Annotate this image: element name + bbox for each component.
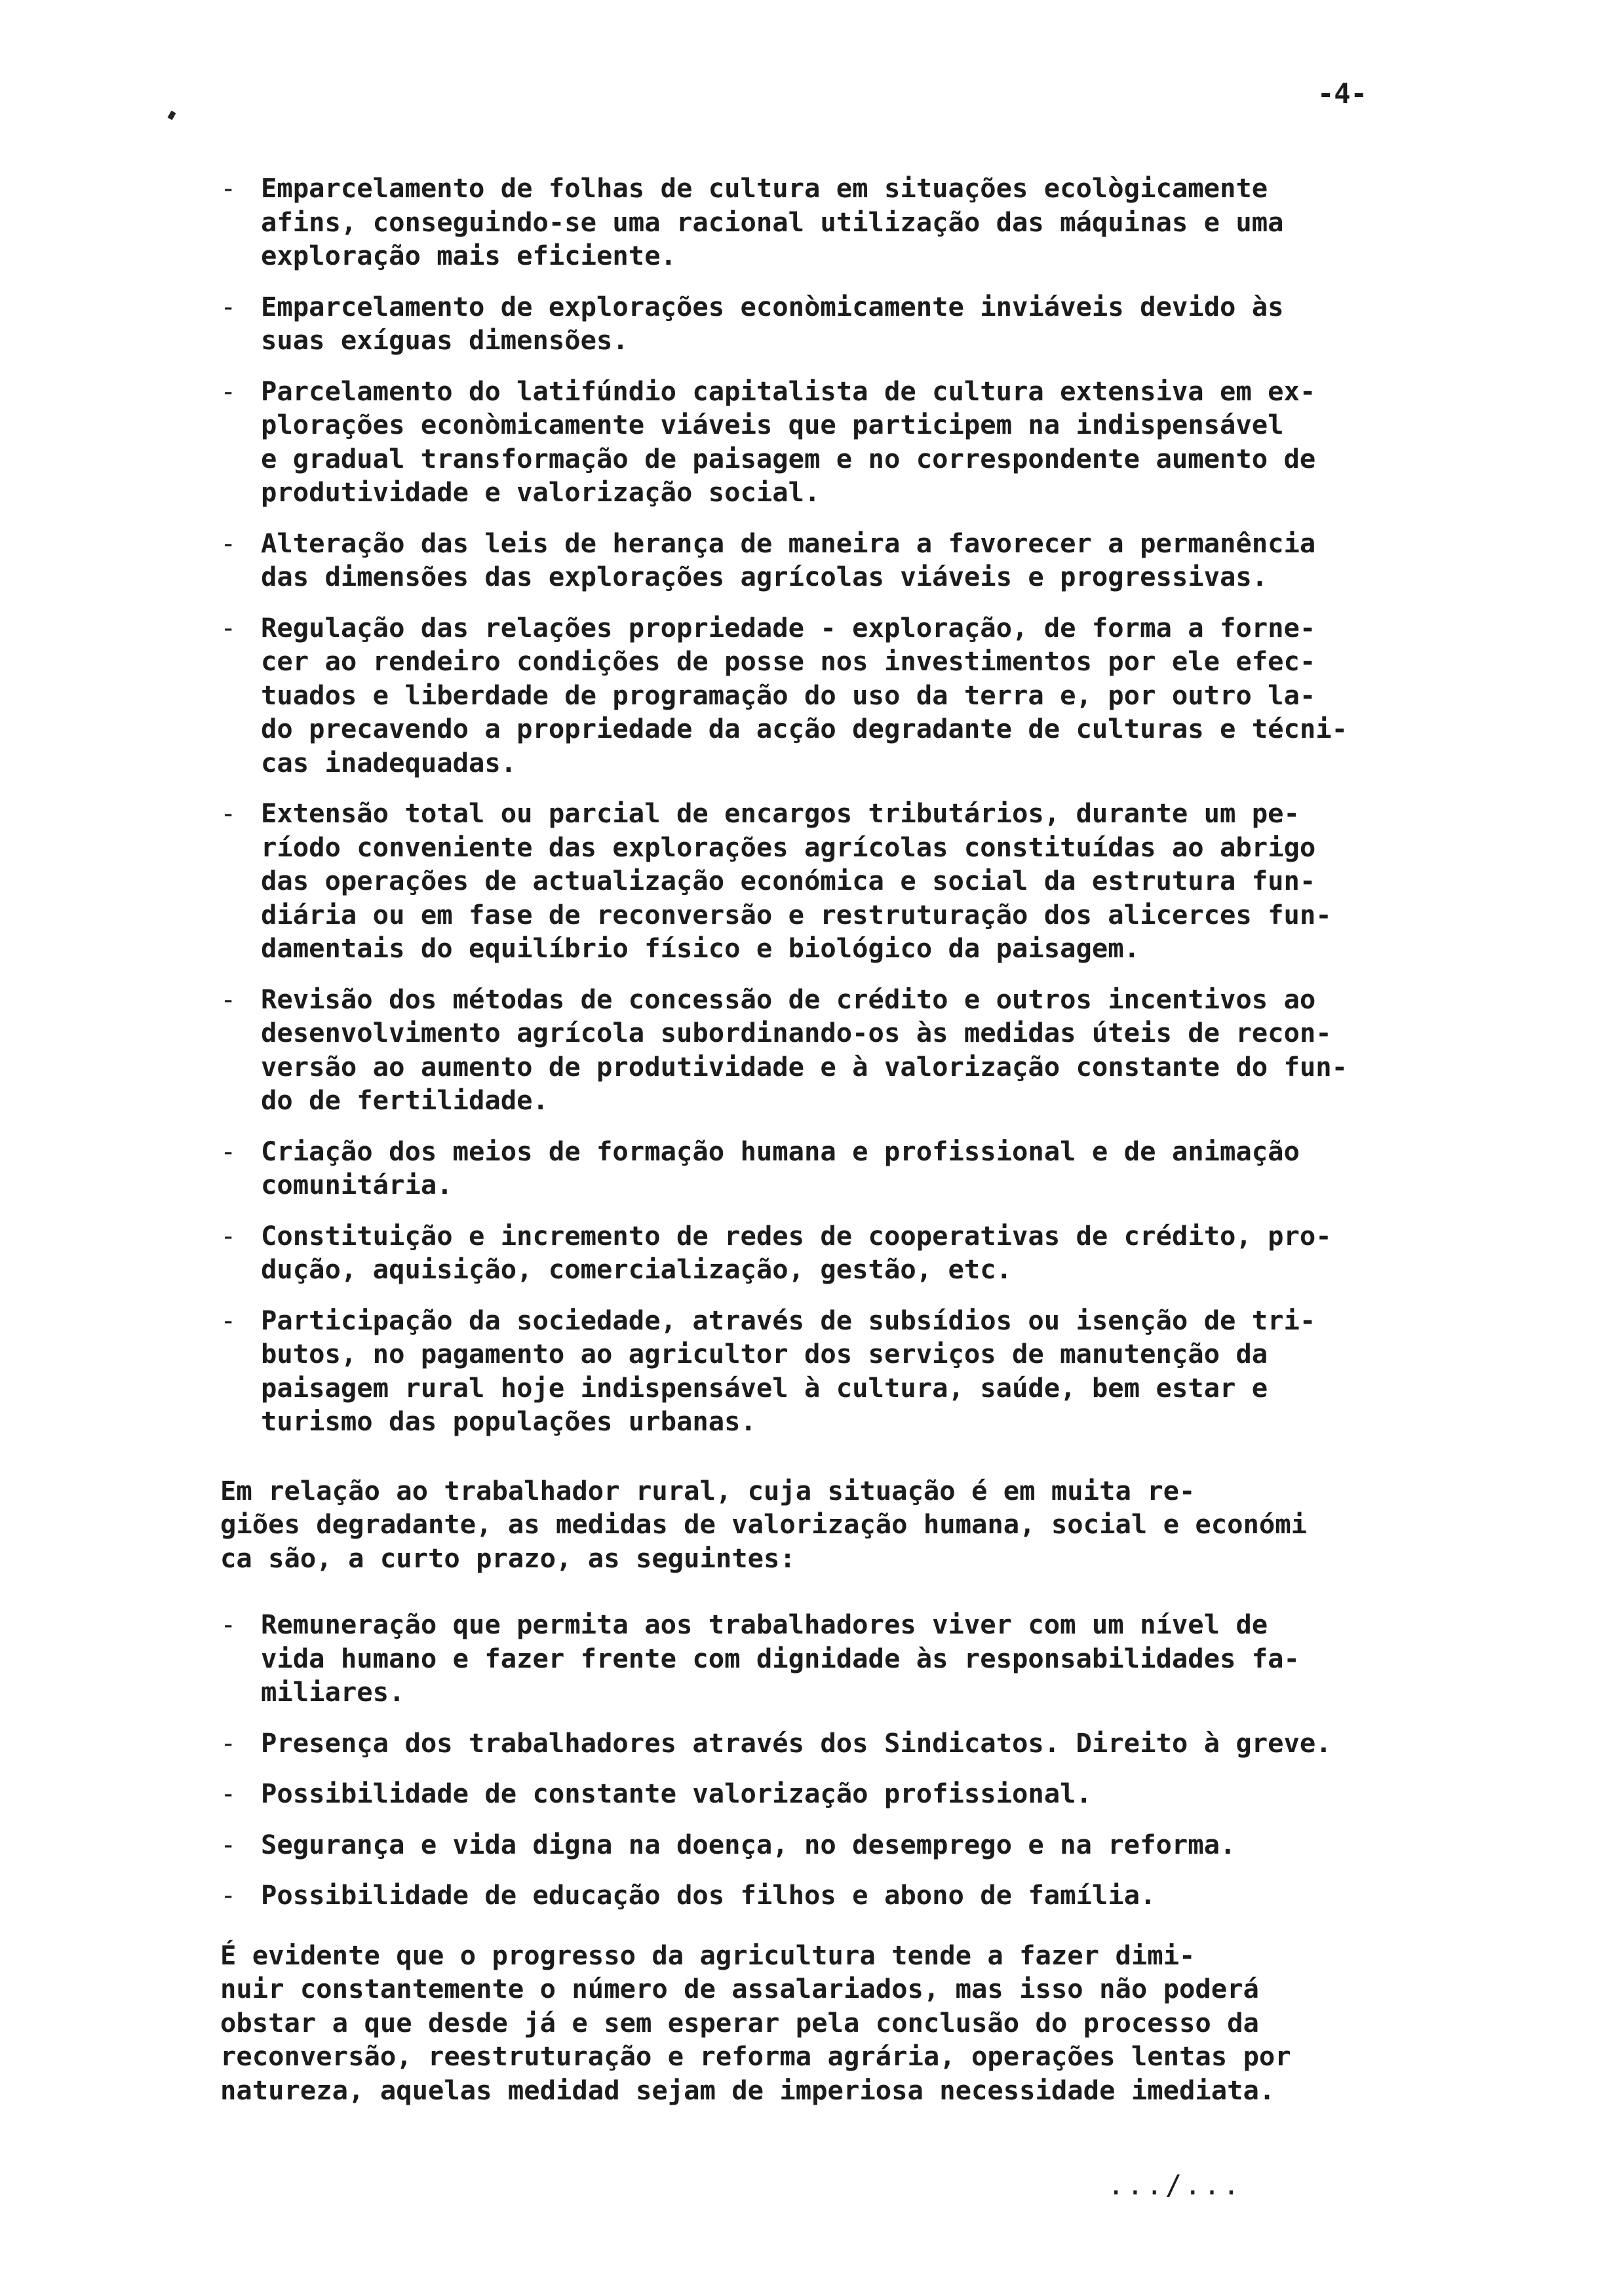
list-item: - Presença dos trabalhadores através dos Sindicatos. Direito à greve. <box>220 1727 1466 1761</box>
bullet-dash: - <box>220 1219 237 1252</box>
list-item: - Possibilidade de constante valorização profissional. <box>220 1777 1466 1811</box>
bullet-dash: - <box>220 1304 237 1336</box>
list-item: - Emparcelamento de folhas de cultura em situações ecològicamente afins, conseguindo-se uma racional utilização das máquinas e uma exploração mais eficiente. <box>220 172 1284 271</box>
list-item: - Possibilidade de educação dos filhos e abono de família. <box>220 1879 1466 1913</box>
list-item: - Segurança e vida digna na doença, no desemprego e na reforma. <box>220 1828 1466 1862</box>
bullet-dash: - <box>220 1609 237 1640</box>
list-item: - Regulação das relações propriedade - exploração, de forma a forne- cer ao rendeiro condições de posse nos investimentos por ele efec- tuados e liberdade de programação do uso da terra e, por outro la- do precavendo a propriedade da acção degradante de culturas e técni- cas inadequadas. <box>220 611 1348 778</box>
bullet-dash: - <box>220 611 237 643</box>
list-item: - Remuneração que permita aos trabalhadores viver com um nível de vida humano e fazer frente com dignidade às responsabilidades fa- miliares. <box>220 1609 1300 1708</box>
document-body <box>220 172 1466 2107</box>
bullet-dash: - <box>220 375 237 407</box>
bullet-dash: - <box>220 1778 237 1809</box>
bullet-dash: - <box>220 797 237 829</box>
list-item: - Parcelamento do latifúndio capitalista de cultura extensiva em ex- plorações econòmicamente viáveis que participem na indispensável e gradual transformação de paisagem e no correspondente aumento de produtividade e valorização social. <box>220 375 1316 508</box>
list-item: - Revisão dos métodas de concessão de crédito e outros incentivos ao desenvolvimento agrícola subordinando-os às medidas úteis de recon- versão ao aumento de produtividade e à valorização constante do fun- do de fertilidade. <box>220 983 1348 1116</box>
page-number: -4- <box>1317 77 1367 109</box>
bullet-dash: - <box>220 290 237 322</box>
bullet-dash: - <box>220 1879 237 1911</box>
measures-list <box>220 172 1466 1439</box>
bullet-dash: - <box>220 983 237 1015</box>
bullet-dash: - <box>220 172 237 204</box>
bullet-dash: - <box>220 527 237 559</box>
list-item: - Alteração das leis de herança de maneira a favorecer a permanência das dimensões das explorações agrícolas viáveis e progressivas. <box>220 527 1316 592</box>
stray-ink-mark <box>168 111 176 120</box>
list-item: - Criação dos meios de formação humana e profissional e de animação comunitária. <box>220 1135 1300 1200</box>
conclusion-paragraph: É evidente que o progresso da agricultura tende a fazer dimi- nuir constantemente o número de assalariados, mas isso não poderá obstar a que desde já e sem esperar pela conclusão do processo da reconversão, reestruturação e reforma agrária, operações lentas por natureza, aquelas medidad sejam de imperiosa necessidade imediata. <box>220 1939 1291 2106</box>
worker-measures-list <box>220 1608 1466 1913</box>
list-item: - Extensão total ou parcial de encargos tributários, durante um pe- ríodo conveniente das explorações agrícolas constituídas ao abrigo das operações de actualização económica e social da estrutura fun- diária ou em fase de reconversão e restruturação dos alicerces fun- damentais do equilíbrio físico e biológico da paisagem. <box>220 797 1332 964</box>
continuation-marker: .../... <box>1108 2169 1243 2201</box>
bullet-dash: - <box>220 1828 237 1860</box>
list-item: - Emparcelamento de explorações econòmicamente inviáveis devido às suas exíguas dimensões. <box>220 290 1284 356</box>
list-item: - Participação da sociedade, através de subsídios ou isenção de tri- butos, no pagamento ao agricultor dos serviços de manutenção da paisagem rural hoje indispensável à cultura, saúde, bem estar e turismo das populações urbanas. <box>220 1304 1316 1437</box>
bullet-dash: - <box>220 1135 237 1167</box>
list-item: - Constituição e incremento de redes de cooperativas de crédito, pro- dução, aquisição, comercialização, gestão, etc. <box>220 1219 1332 1285</box>
worker-intro-paragraph: Em relação ao trabalhador rural, cuja situação é em muita re- giões degradante, as medidas de valorização humana, social e económi ca são, a curto prazo, as seguintes: <box>220 1474 1308 1574</box>
bullet-dash: - <box>220 1727 237 1759</box>
